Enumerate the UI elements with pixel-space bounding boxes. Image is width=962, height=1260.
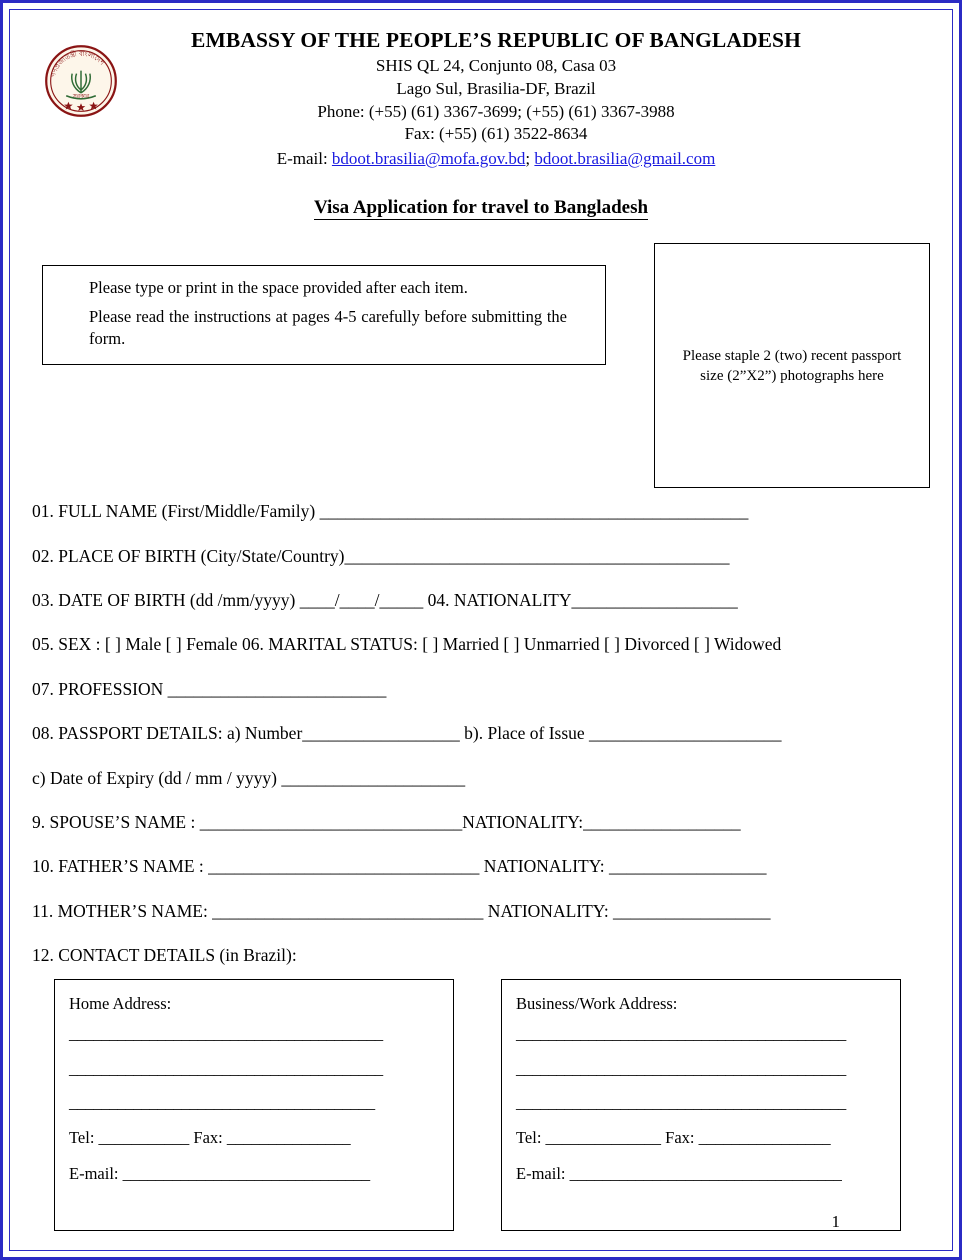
email-link-gmail[interactable]: bdoot.brasilia@gmail.com	[534, 148, 716, 168]
field-sex-marital-status[interactable]: 05. SEX : [ ] Male [ ] Female 06. MARITAL STATUS: [ ] Married [ ] Unmarried [ ] Divorced [ ] Widowed	[32, 634, 782, 655]
instructions-photo-row	[32, 243, 930, 493]
field-father-name[interactable]: 10. FATHER’S NAME : _______________________________ NATIONALITY: __________________	[32, 856, 767, 877]
contact-details-row	[32, 979, 930, 1231]
business-address-box[interactable]	[501, 979, 901, 1231]
embassy-title: EMBASSY OF THE PEOPLE’S REPUBLIC OF BANGLADESH	[191, 28, 801, 52]
business-email[interactable]: E-mail: _________________________________	[516, 1163, 842, 1183]
home-address-line-2[interactable]: _______________________________________	[69, 1058, 383, 1078]
email-link-mofa[interactable]: bdoot.brasilia@mofa.gov.bd	[331, 148, 526, 168]
business-address-line-1[interactable]: _________________________________________	[516, 1023, 847, 1043]
home-address-box[interactable]	[54, 979, 454, 1231]
svg-text:সরকার: সরকার	[72, 94, 90, 101]
field-contact-details-label: 12. CONTACT DETAILS (in Brazil):	[32, 945, 297, 966]
home-address-label: Home Address:	[69, 993, 172, 1013]
field-place-of-birth[interactable]: 02. PLACE OF BIRTH (City/State/Country)____________________________________________	[32, 545, 730, 566]
photo-instruction-text	[669, 346, 916, 387]
instruction-line-1: Please type or print in the space provided after each item.	[89, 278, 468, 298]
instruction-line-2: Please read the instructions at pages 4-5 carefully before submitting the form.	[89, 306, 567, 348]
document-header	[32, 28, 930, 219]
page-number: 1	[831, 1212, 840, 1231]
document-page	[9, 9, 953, 1251]
field-full-name[interactable]: 01. FULL NAME (First/Middle/Family) _________________________________________________	[32, 501, 749, 522]
page-title-text: Visa Application for travel to Bangladesh	[313, 197, 649, 219]
field-profession[interactable]: 07. PROFESSION _________________________	[32, 678, 387, 699]
instructions-box	[42, 265, 606, 365]
email-line	[92, 146, 900, 172]
email-label: E-mail:	[276, 148, 332, 168]
photo-instruction-line-1: Please staple 2 (two) recent passport	[682, 347, 902, 364]
field-passport-details[interactable]: 08. PASSPORT DETAILS: a) Number__________________ b). Place of Issue ______________________	[32, 723, 782, 744]
photo-paste-box	[654, 243, 930, 488]
form-fields	[32, 501, 930, 967]
home-address-line-1[interactable]: _______________________________________	[69, 1023, 383, 1043]
page-title	[32, 197, 930, 219]
email-separator: ;	[525, 148, 535, 168]
business-address-line-3[interactable]: _________________________________________	[516, 1093, 847, 1113]
home-address-line-3[interactable]: ______________________________________	[69, 1093, 375, 1113]
home-tel-fax[interactable]: Tel: ___________ Fax: _______________	[69, 1128, 351, 1148]
svg-text:গণপ্রজাতন্ত্রী বাংলাদেশ: গণপ্রজাতন্ত্রী বাংলাদেশ	[49, 50, 106, 79]
field-spouse-name[interactable]: 9. SPOUSE’S NAME : ______________________________NATIONALITY:__________________	[32, 811, 741, 832]
field-passport-expiry[interactable]: c) Date of Expiry (dd / mm / yyyy) _____________________	[32, 767, 466, 788]
photo-instruction-line-2: size (2”X2”) photographs here	[700, 367, 884, 384]
business-tel-fax[interactable]: Tel: ______________ Fax: ________________	[516, 1128, 831, 1148]
address-line-2: Lago Sul, Brasilia-DF, Brazil	[396, 78, 596, 98]
phone-line: Phone: (+55) (61) 3367-3699; (+55) (61) 3367-3988	[317, 101, 675, 121]
field-mother-name[interactable]: 11. MOTHER’S NAME: _______________________________ NATIONALITY: __________________	[32, 900, 771, 921]
home-email[interactable]: E-mail: ______________________________	[69, 1163, 371, 1183]
address-line-1: SHIS QL 24, Conjunto 08, Casa 03	[375, 56, 617, 76]
field-date-of-birth-nationality[interactable]: 03. DATE OF BIRTH (dd /mm/yyyy) ____/____/_____ 04. NATIONALITY___________________	[32, 590, 738, 611]
bangladesh-emblem-icon	[44, 44, 118, 118]
fax-line: Fax: (+55) (61) 3522-8634	[404, 124, 588, 144]
business-address-line-2[interactable]: _________________________________________	[516, 1058, 847, 1078]
header-text-block	[32, 28, 930, 171]
business-address-label: Business/Work Address:	[516, 993, 678, 1013]
form-sheet	[10, 10, 952, 1250]
